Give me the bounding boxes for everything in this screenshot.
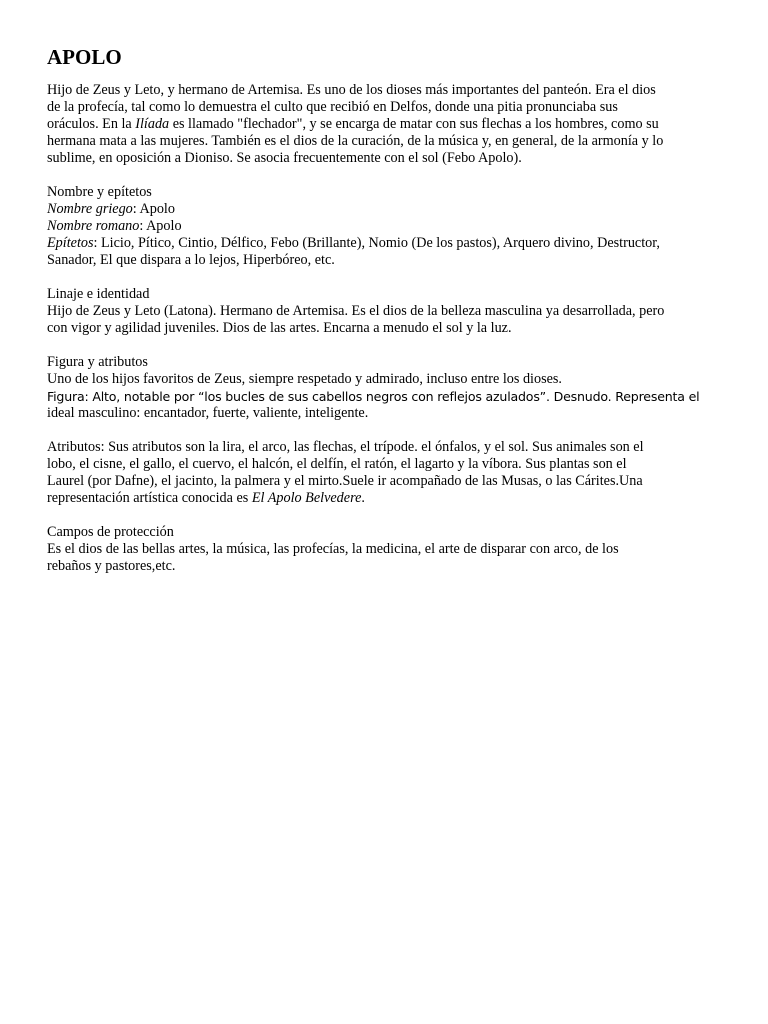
- belvedere-title: El Apolo Belvedere: [251, 490, 362, 506]
- attributes-line-2: lobo, el cisne, el gallo, el cuervo, el halcón, el delfín, el ratón, el lagarto y la víbora. Sus plantas son el: [47, 456, 627, 472]
- greek-name-value: : Apolo: [132, 201, 175, 217]
- lineage-heading: Linaje e identidad: [47, 286, 150, 302]
- epithets-label: Epítetos: [47, 235, 94, 251]
- intro-line-3-end: es llamado "flechador", y se encarga de matar con sus flechas a los hombres, como su: [169, 116, 659, 132]
- figure-line-1: Uno de los hijos favoritos de Zeus, siempre respetado y admirado, incluso entre los dioses.: [47, 371, 562, 387]
- lineage-line-2: con vigor y agilidad juveniles. Dios de las artes. Encarna a menudo el sol y la luz.: [47, 320, 512, 336]
- lineage-section: [47, 286, 727, 337]
- attributes-line-4: [47, 490, 727, 507]
- roman-name-label: Nombre romano: [47, 218, 140, 234]
- roman-name-value: : Apolo: [139, 218, 182, 234]
- greek-name-label: Nombre griego: [47, 201, 133, 217]
- attributes-line-1: Atributos: Sus atributos son la lira, el arco, las flechas, el trípode. el ónfalos, y el sol. Sus animales son el: [47, 439, 644, 455]
- lineage-line-1: Hijo de Zeus y Leto (Latona). Hermano de Artemisa. Es el dios de la belleza masculina ya desarrollada, pero: [47, 303, 665, 319]
- intro-line-3-start: oráculos. En la: [47, 116, 136, 132]
- intro-line-3: [47, 116, 727, 133]
- attributes-line-3: Laurel (por Dafne), el jacinto, la palmera y el mirto.Suele ir acompañado de las Musas, o las Cárites.Una: [47, 473, 643, 489]
- attributes-section: [47, 439, 727, 507]
- protection-line-2: rebaños y pastores,etc.: [47, 558, 176, 574]
- intro-paragraph: [47, 82, 727, 167]
- intro-line-4: hermana mata a las mujeres. También es el dios de la curación, de la música y, en general, de la armonía y lo: [47, 133, 664, 149]
- attributes-line-4-end: .: [361, 490, 365, 506]
- epithets-value: : Licio, Pítico, Cintio, Délfico, Febo (Brillante), Nomio (De los pastos), Arquero divino, Destructor,: [93, 235, 660, 251]
- intro-line-1: Hijo de Zeus y Leto, y hermano de Artemisa. Es uno de los dioses más importantes del panteón. Era el dios: [47, 82, 656, 98]
- names-heading: Nombre y epítetos: [47, 184, 152, 200]
- figure-line-2: Figura: Alto, notable por “los bucles de sus cabellos negros con reflejos azulados”. Desnudo. Representa el: [47, 389, 700, 404]
- figure-line-3: ideal masculino: encantador, fuerte, valiente, inteligente.: [47, 405, 369, 421]
- intro-line-2: de la profecía, tal como lo demuestra el culto que recibió en Delfos, donde una pitia pronunciaba sus: [47, 99, 618, 115]
- protection-line-1: Es el dios de las bellas artes, la música, las profecías, la medicina, el arte de disparar con arco, de los: [47, 541, 619, 557]
- protection-section: [47, 524, 727, 575]
- greek-name-line: [47, 201, 727, 218]
- protection-heading: Campos de protección: [47, 524, 174, 540]
- attributes-line-4-start: representación artística conocida es: [47, 490, 252, 506]
- page-title: APOLO: [47, 45, 122, 69]
- epithets-line-1: [47, 235, 727, 252]
- iliada-title: Ilíada: [135, 116, 170, 132]
- figure-section: [47, 354, 727, 422]
- epithets-line-2: Sanador, El que dispara a lo lejos, Hiperbóreo, etc.: [47, 252, 335, 268]
- figure-heading: Figura y atributos: [47, 354, 148, 370]
- roman-name-line: [47, 218, 727, 235]
- names-section: [47, 184, 727, 269]
- intro-line-5: sublime, en oposición a Dioniso. Se asocia frecuentemente con el sol (Febo Apolo).: [47, 150, 522, 166]
- document-page: [47, 44, 727, 592]
